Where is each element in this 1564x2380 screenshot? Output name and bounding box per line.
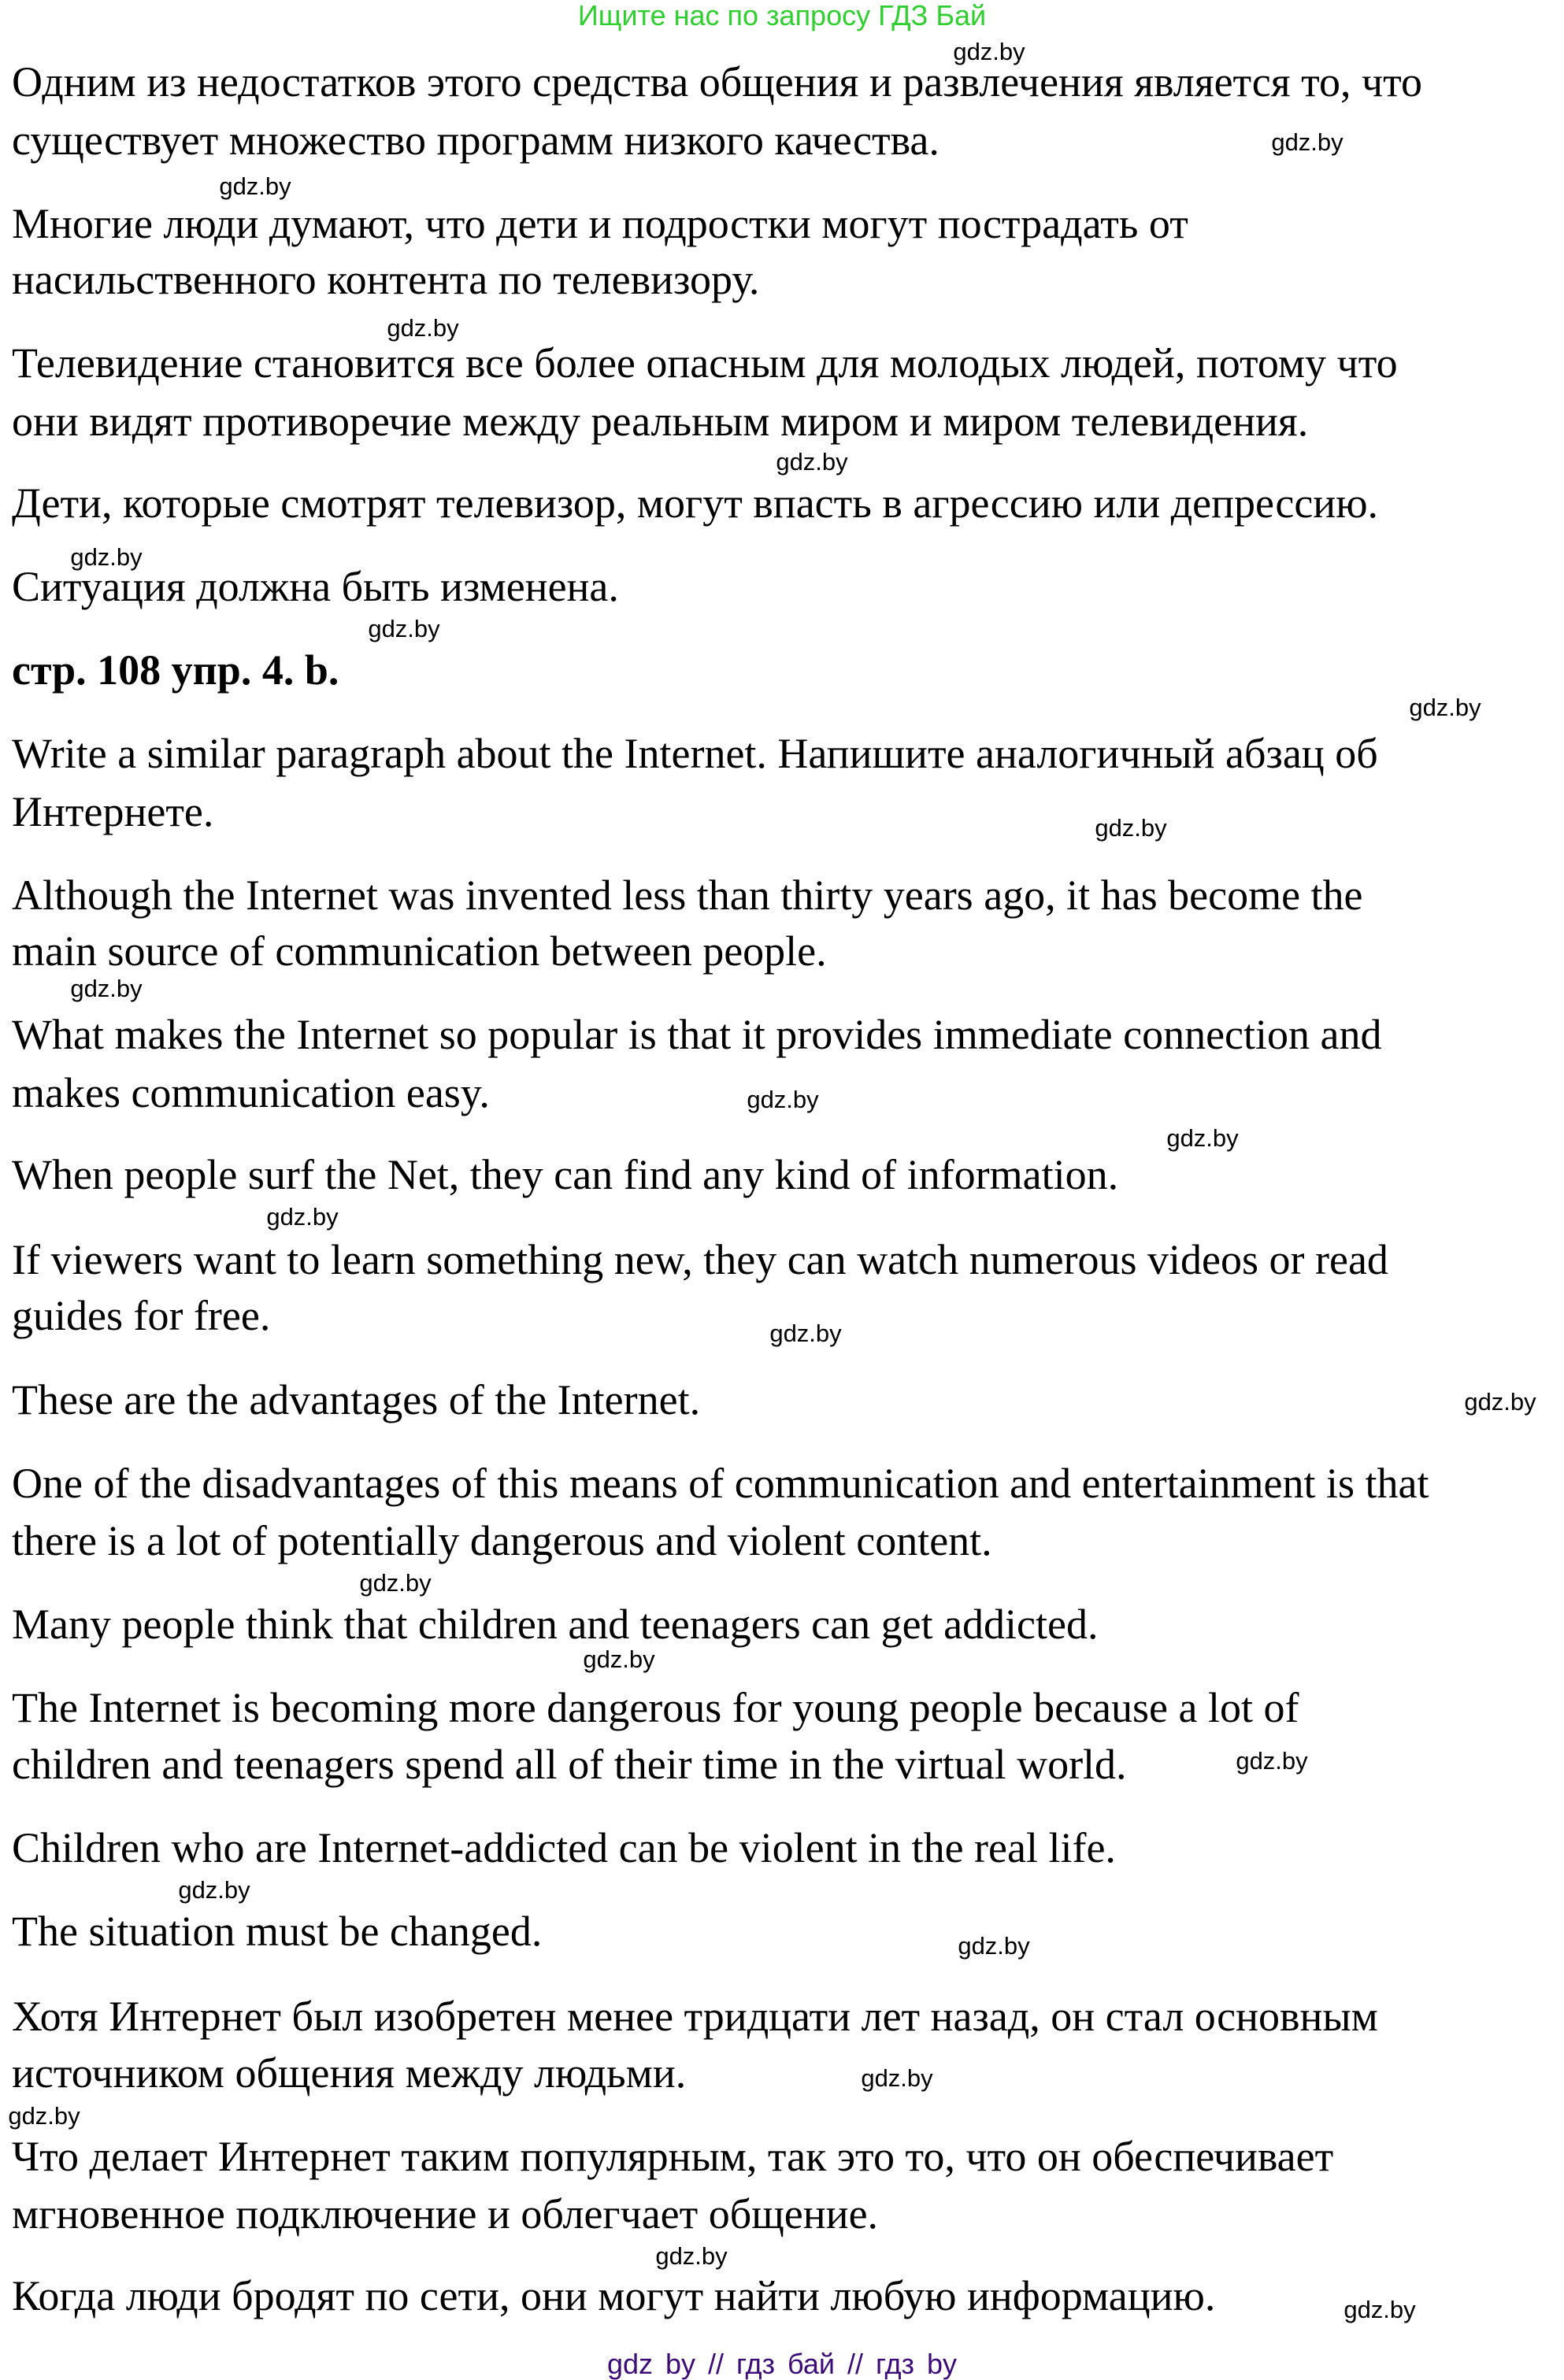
text-line: Интернете. [12, 788, 214, 835]
text-line: guides for free. [12, 1292, 271, 1339]
text-line: мгновенное подключение и облегчает общение. [12, 2190, 879, 2237]
text-line: Children who are Internet-addicted can be violent in the real life. [12, 1824, 1116, 1871]
watermark: gdz.by [70, 543, 143, 571]
text-line: main source of communication between people. [12, 927, 827, 975]
text-line: источником общения между людьми. [12, 2049, 687, 2097]
text-line: there is a lot of potentially dangerous and violent content. [12, 1517, 992, 1564]
watermark: gdz.by [1409, 694, 1481, 721]
text-line: One of the disadvantages of this means of communication and entertainment is that [12, 1460, 1429, 1507]
text-line: Хотя Интернет был изобретен менее тридцати лет назад, он стал основным [12, 1993, 1378, 2040]
text-line: Телевидение становится все более опасным для молодых людей, потому что [12, 339, 1398, 387]
text-line: If viewers want to learn something new, they can watch numerous videos or read [12, 1236, 1388, 1283]
watermark: gdz.by [953, 38, 1025, 65]
text-line: These are the advantages of the Internet. [12, 1376, 701, 1423]
watermark: gdz.by [1095, 814, 1167, 842]
watermark: gdz.by [861, 2064, 933, 2092]
text-line: они видят противоречие между реальным миром и миром телевидения. [12, 398, 1309, 445]
text-line: The situation must be changed. [12, 1908, 543, 1955]
text-line: makes communication easy. [12, 1069, 490, 1116]
watermark: gdz.by [1236, 1747, 1308, 1775]
text-line: What makes the Internet so popular is that it provides immediate connection and [12, 1011, 1382, 1058]
watermark: gdz.by [8, 2102, 80, 2130]
text-line: Многие люди думают, что дети и подростки могут пострадать от [12, 200, 1188, 247]
watermark: gdz.by [387, 314, 459, 342]
text-line: Ситуация должна быть изменена. [12, 563, 619, 610]
watermark: gdz.by [1271, 128, 1343, 156]
watermark: gdz.by [655, 2242, 728, 2270]
text-line: Although the Internet was invented less than thirty years ago, it has become the [12, 872, 1363, 919]
watermark: gdz.by [368, 615, 440, 642]
text-line: Одним из недостатков этого средства общения и развлечения является то, что [12, 58, 1423, 105]
section-heading: стр. 108 упр. 4. b. [12, 646, 339, 694]
watermark: gdz.by [769, 1320, 842, 1347]
watermark: gdz.by [1464, 1388, 1536, 1416]
text-line: существует множество программ низкого качества. [12, 117, 940, 164]
text-line: children and teenagers spend all of their time in the virtual world. [12, 1741, 1127, 1788]
watermark: gdz.by [219, 172, 291, 200]
search-promo-banner[interactable]: Ищите нас по запросу ГДЗ Бай [577, 0, 987, 31]
watermark: gdz.by [359, 1569, 432, 1597]
text-line: Что делает Интернет таким популярным, так это то, что он обеспечивает [12, 2133, 1334, 2180]
watermark: gdz.by [70, 975, 143, 1002]
text-line: насильственного контента по телевизору. [12, 256, 760, 303]
watermark: gdz.by [1343, 2296, 1416, 2323]
text-line: The Internet is becoming more dangerous for young people because a lot of [12, 1684, 1299, 1731]
watermark: gdz.by [583, 1645, 655, 1673]
watermark: gdz.by [747, 1086, 819, 1113]
footer-links[interactable]: gdz by // гдз бай // гдз by [606, 2348, 958, 2380]
watermark: gdz.by [1166, 1124, 1239, 1152]
watermark: gdz.by [266, 1203, 339, 1231]
watermark: gdz.by [178, 1876, 250, 1904]
text-line: Дети, которые смотрят телевизор, могут впасть в агрессию или депрессию. [12, 479, 1379, 527]
text-line: When people surf the Net, they can find any kind of information. [12, 1151, 1119, 1198]
watermark: gdz.by [776, 448, 848, 476]
text-line: Many people think that children and teenagers can get addicted. [12, 1601, 1099, 1648]
text-line: Write a similar paragraph about the Internet. Напишите аналогичный абзац об [12, 730, 1378, 777]
watermark: gdz.by [958, 1932, 1030, 1960]
text-line: Когда люди бродят по сети, они могут найти любую информацию. [12, 2272, 1216, 2319]
